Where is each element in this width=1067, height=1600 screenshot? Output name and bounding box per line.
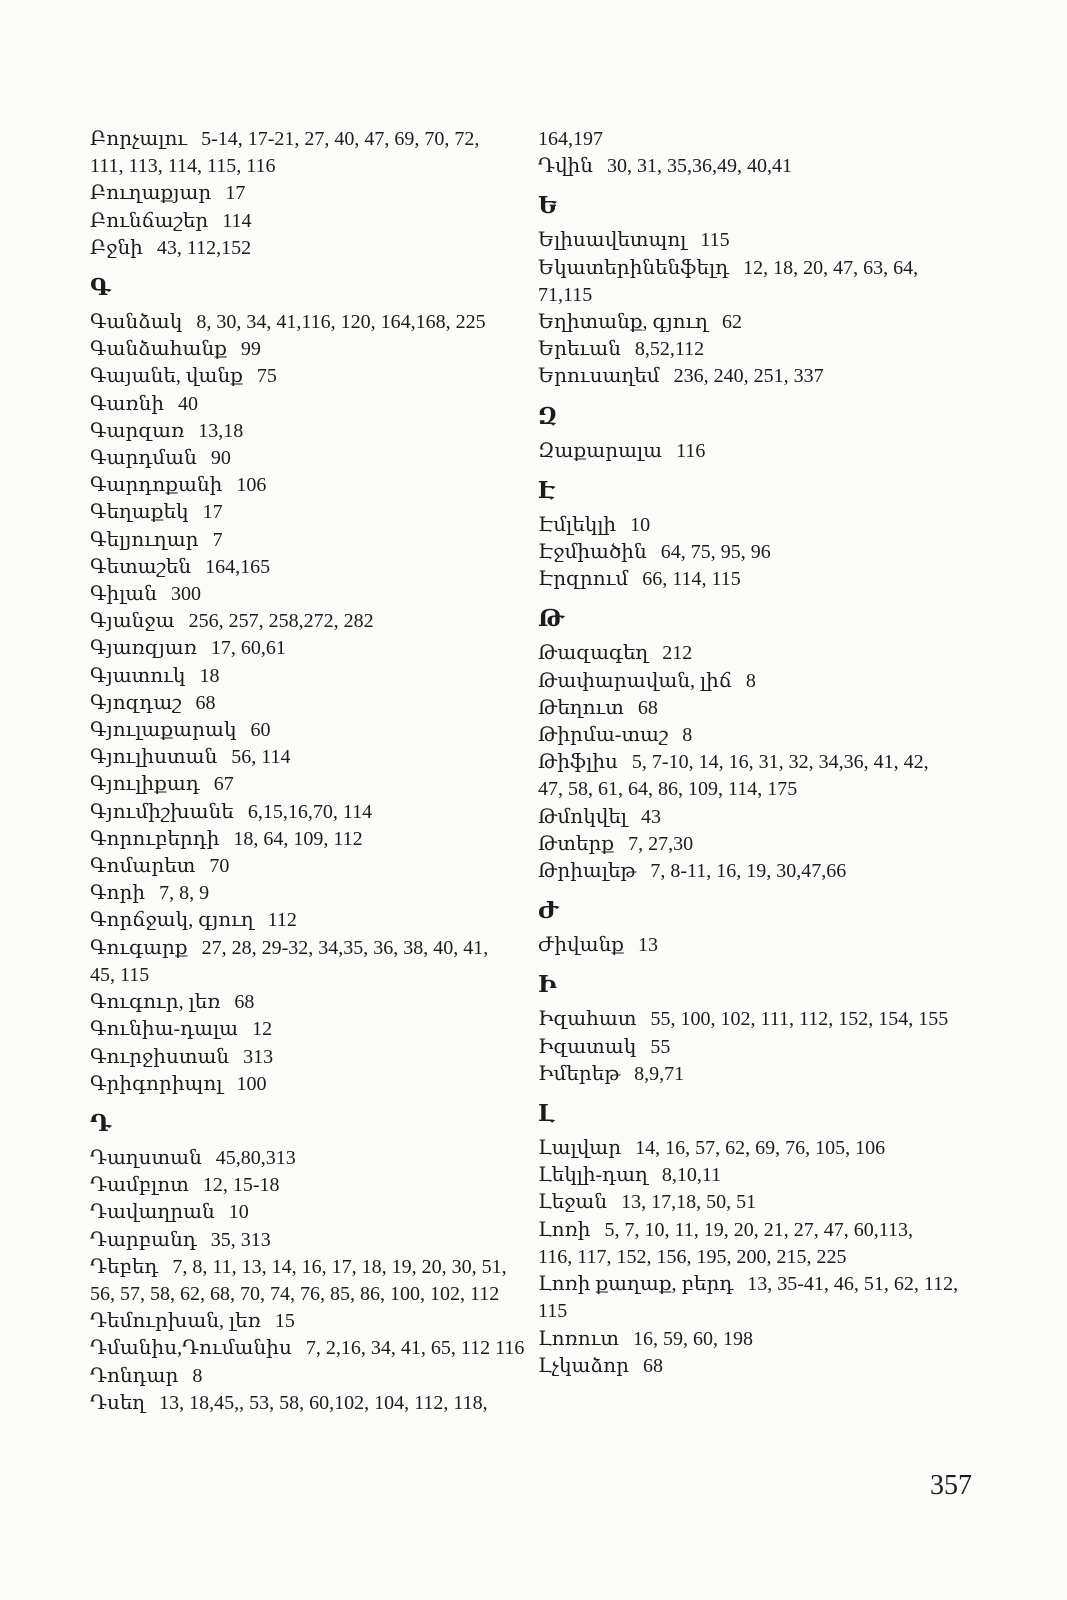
index-pages: 68 (195, 691, 216, 714)
index-entry (90, 1145, 530, 1172)
index-entry (538, 932, 978, 959)
index-term: Ելիսավետպոլ (538, 229, 687, 252)
index-entry (538, 831, 978, 858)
index-entry (90, 1199, 530, 1226)
index-pages: 18, 64, 109, 112 (233, 827, 363, 850)
index-pages: 313 (243, 1045, 274, 1068)
index-term: Թմոկվել (538, 805, 628, 828)
index-term: Զաքարալա (538, 439, 663, 462)
index-entry (538, 749, 978, 803)
index-entry (90, 1335, 530, 1362)
index-entry (90, 418, 530, 445)
index-entry (90, 1308, 530, 1335)
index-entry (90, 363, 530, 390)
index-pages: 30, 31, 35,36,49, 40,41 (606, 155, 792, 178)
index-entry (90, 1227, 530, 1254)
index-pages: 13,18 (198, 419, 244, 442)
index-term: Գյառզյառ (90, 637, 197, 660)
section-letter: Լ (538, 1101, 555, 1127)
index-pages: 13, 35-41, 46, 51, 62, 112, (747, 1273, 959, 1296)
index-pages: 17 (225, 182, 246, 205)
index-term: Գարդման (90, 447, 197, 470)
index-pages: 6,15,16,70, 114 (247, 800, 373, 823)
index-term: Իմերեթ (538, 1062, 621, 1085)
index-term: Գյուլիքադ (90, 773, 200, 796)
index-pages: 7, 8, 11, 13, 14, 16, 17, 18, 19, 20, 30, 51, (172, 1255, 507, 1278)
index-term: Բունճաշեր (90, 209, 209, 232)
index-pages: 12 (252, 1018, 273, 1041)
index-pages: 7, 8-11, 16, 19, 30,47,66 (650, 860, 847, 883)
index-term: Լոռի (538, 1218, 591, 1241)
index-term: Դեբեդ (90, 1255, 159, 1278)
index-pages: 8 (745, 669, 756, 692)
index-term: Դվին (538, 155, 593, 178)
index-pages: 8 (192, 1364, 203, 1387)
index-pages: 68 (234, 991, 255, 1014)
index-pages: 115 (700, 229, 730, 252)
index-pages: 45,80,313 (215, 1146, 296, 1169)
index-pages: 116 (676, 439, 706, 462)
index-pages: 7, 27,30 (628, 832, 694, 855)
index-pages: 114 (222, 209, 252, 232)
index-pages: 236, 240, 251, 337 (673, 365, 824, 388)
index-entry (538, 858, 978, 885)
index-term: Լոռի քաղաք, բերդ (538, 1273, 734, 1296)
index-entry (90, 907, 530, 934)
index-entry (90, 853, 530, 880)
index-pages: 8,9,71 (634, 1062, 685, 1085)
index-pages: 7 (212, 528, 223, 551)
index-pages: 17 (202, 501, 223, 524)
index-pages: 17, 60,61 (210, 637, 286, 660)
index-pages: 14, 16, 57, 62, 69, 76, 105, 106 (635, 1137, 886, 1160)
index-pages: 64, 75, 95, 96 (660, 541, 771, 564)
index-entry (538, 153, 978, 180)
index-term: Գյանջա (90, 610, 175, 633)
index-term: Երուսաղեմ (538, 365, 660, 388)
index-term: Գորի (90, 882, 146, 905)
index-entry (90, 126, 530, 180)
index-pages: 7, 8, 9 (159, 882, 210, 905)
index-pages: 10 (630, 513, 651, 536)
index-pages: 5, 7-10, 14, 16, 31, 32, 34,36, 41, 42, (631, 751, 929, 774)
index-pages: 13, 18,45,, 53, 58, 60,102, 104, 112, 118, (159, 1391, 488, 1414)
index-term: Գյումիշխանե (90, 800, 234, 823)
index-term: Լեջան (538, 1191, 608, 1214)
index-pages: 56, 114 (231, 746, 291, 769)
index-term: Գիլան (90, 583, 157, 606)
index-pages: 13, 17,18, 50, 51 (621, 1191, 757, 1214)
index-entry (538, 539, 978, 566)
index-pages: 68 (637, 696, 658, 719)
section-letter: Ե (538, 193, 557, 219)
index-term: Դոնդար (90, 1364, 179, 1387)
index-entry (538, 804, 978, 831)
index-entry (538, 1217, 978, 1271)
index-entry (90, 336, 530, 363)
index-pages: 40 (178, 392, 199, 415)
index-pages: 55, 100, 102, 111, 112, 152, 154, 155 (650, 1008, 949, 1031)
index-pages: 15 (274, 1310, 295, 1333)
index-term: Գյոզդաշ (90, 691, 182, 714)
index-pages: 12, 15-18 (202, 1174, 280, 1197)
index-entry (90, 1390, 530, 1417)
index-entry (538, 1353, 978, 1380)
index-entry (90, 690, 530, 717)
index-term: Թտերք (538, 832, 615, 855)
index-pages: 5-14, 17-21, 27, 40, 47, 69, 70, 72, (201, 128, 480, 150)
index-term: Դսեղ (90, 1391, 146, 1414)
index-term: Գանձահանք (90, 338, 227, 361)
index-entry (538, 1061, 978, 1088)
index-term: Էջմիածին (538, 541, 647, 564)
index-term: Գուրջիստան (90, 1045, 230, 1068)
index-column-left (90, 126, 530, 1417)
index-entry (90, 235, 530, 262)
index-pages: 70 (209, 855, 230, 878)
index-entry (90, 989, 530, 1016)
index-term: Եկատերինենֆելդ (538, 256, 730, 279)
index-entry (538, 438, 978, 465)
index-pages: 62 (721, 311, 742, 334)
index-entry (538, 1271, 978, 1325)
index-entry (90, 635, 530, 662)
index-entry (538, 363, 978, 390)
section-letter: Է (538, 477, 556, 503)
index-term: Գրիգորիպոլ (90, 1072, 223, 1095)
index-entry (538, 336, 978, 363)
index-term: Գուգուր, լեռ (90, 991, 221, 1014)
index-entry (90, 581, 530, 608)
index-entry-continuation: 164,197 (538, 128, 603, 150)
index-entry (538, 1135, 978, 1162)
index-entry (90, 1363, 530, 1390)
index-pages: 13 (638, 934, 659, 957)
index-entry (90, 472, 530, 499)
index-term: Գայանե, վանք (90, 365, 243, 388)
index-pages: 8,10,11 (661, 1164, 722, 1187)
index-entry (538, 512, 978, 539)
index-term: Գուգարք (90, 936, 188, 959)
index-entry (90, 1254, 530, 1308)
index-pages: 67 (213, 773, 234, 796)
index-entry (538, 695, 978, 722)
index-pages: 164,165 (205, 555, 271, 578)
index-term: Դավաղրան (90, 1201, 215, 1224)
index-pages: 43, 112,152 (156, 236, 252, 259)
index-term: Գառնի (90, 392, 165, 415)
index-entry (538, 722, 978, 749)
index-entry (90, 180, 530, 207)
index-entry (538, 255, 978, 309)
index-entry (538, 309, 978, 336)
index-entry (90, 1172, 530, 1199)
section-letter: Թ (538, 606, 564, 632)
section-letter: Զ (538, 403, 557, 429)
index-term: Գորուբերդի (90, 827, 220, 850)
index-pages-continued: 71,115 (538, 283, 593, 306)
index-pages-continued: 116, 117, 152, 156, 195, 200, 215, 225 (538, 1245, 847, 1268)
index-pages: 75 (256, 365, 277, 388)
index-pages: 256, 257, 258,272, 282 (188, 610, 374, 633)
index-pages: 10 (228, 1201, 249, 1224)
index-pages: 55 (650, 1035, 671, 1058)
index-pages: 60 (250, 719, 271, 742)
index-entry (538, 668, 978, 695)
index-pages: 27, 28, 29-32, 34,35, 36, 38, 40, 41, (201, 936, 489, 959)
index-term: Գորճջակ, գյուղ (90, 909, 254, 932)
index-term: Գարդոքանի (90, 474, 223, 497)
index-entry (538, 1189, 978, 1216)
index-entry (90, 1016, 530, 1043)
index-entry (538, 1326, 978, 1353)
index-pages-continued: 115 (538, 1300, 568, 1323)
index-pages: 12, 18, 20, 47, 63, 64, (743, 256, 919, 279)
index-pages: 18 (199, 664, 220, 687)
index-entry (90, 799, 530, 826)
index-entry (538, 566, 978, 593)
index-term: Գեղաքեկ (90, 501, 189, 524)
index-term: Բուղաքյար (90, 182, 212, 205)
index-entry (90, 826, 530, 853)
index-pages: 5, 7, 10, 11, 19, 20, 21, 27, 47, 60,113, (604, 1218, 913, 1241)
index-term: Թազագեղ (538, 642, 649, 665)
index-term: Գյուլիստան (90, 746, 218, 769)
index-term: Գարզառ (90, 419, 185, 442)
index-term: Իզահատ (538, 1008, 637, 1031)
index-pages: 112 (267, 909, 297, 932)
index-entry (538, 640, 978, 667)
index-pages: 35, 313 (210, 1228, 271, 1251)
index-entry (90, 608, 530, 635)
index-term: Գյուլաքարակ (90, 719, 237, 742)
index-term: Գյատուկ (90, 664, 186, 687)
index-term: Երեւան (538, 338, 621, 361)
index-term: Դեմուրխան, լեռ (90, 1310, 261, 1333)
index-term: Դամբլոտ (90, 1174, 189, 1197)
index-term: Լոռուտ (538, 1327, 620, 1350)
index-entry (90, 499, 530, 526)
index-term: Գանձակ (90, 311, 183, 334)
index-term: Դմանիս,Դումանիս (90, 1337, 292, 1360)
index-entry (90, 935, 530, 989)
index-term: Էմլեկլի (538, 513, 617, 536)
index-pages: 8,52,112 (634, 338, 705, 361)
index-entry (90, 445, 530, 472)
index-term: Գետաշեն (90, 555, 192, 578)
index-pages: 212 (662, 642, 693, 665)
index-term: Ժիվանք (538, 934, 625, 957)
index-term: Եղիտանք, գյուղ (538, 311, 708, 334)
index-entry (538, 1034, 978, 1061)
index-term: Բորչալու (90, 128, 188, 150)
index-pages: 43 (641, 805, 662, 828)
index-pages-continued: 56, 57, 58, 62, 68, 70, 74, 76, 85, 86, 100, 102, 112 (90, 1282, 500, 1305)
index-term: Լեկլի-դաղ (538, 1164, 648, 1187)
index-pages: 66, 114, 115 (642, 568, 741, 591)
index-pages: 100 (236, 1072, 267, 1095)
index-entry (90, 208, 530, 235)
index-term: Գունիա-դալա (90, 1018, 239, 1041)
index-pages: 68 (642, 1354, 663, 1377)
index-pages-continued: 45, 115 (90, 963, 150, 986)
index-column-right (538, 126, 978, 1380)
index-pages: 16, 59, 60, 198 (633, 1327, 754, 1350)
index-term: Էրզրում (538, 568, 629, 591)
index-entry (90, 771, 530, 798)
index-pages: 8 (682, 724, 693, 747)
index-entry (90, 554, 530, 581)
index-term: Դարբանդ (90, 1228, 197, 1251)
index-entry (90, 663, 530, 690)
index-pages: 300 (171, 583, 201, 606)
index-term: Թիֆլիս (538, 751, 618, 774)
section-letter: Դ (90, 1110, 111, 1136)
index-entry (538, 1006, 978, 1033)
index-entry (90, 1071, 530, 1098)
index-pages: 7, 2,16, 34, 41, 65, 112 116 (305, 1337, 525, 1360)
index-term: Իզատակ (538, 1035, 637, 1058)
index-entry (90, 717, 530, 744)
index-term: Թիրմա-տաշ (538, 724, 669, 747)
index-entry (90, 527, 530, 554)
index-entry (90, 309, 530, 336)
index-term: Գելյուղար (90, 528, 199, 551)
index-entry (538, 1162, 978, 1189)
page-number: 357 (930, 1470, 972, 1501)
section-letter: Ժ (538, 898, 559, 924)
index-term: Դաղստան (90, 1146, 202, 1169)
index-term: Լալվար (538, 1137, 622, 1160)
index-term: Թափարավան, լիճ (538, 669, 732, 692)
index-entry (90, 880, 530, 907)
index-pages-continued: 47, 58, 61, 64, 86, 109, 114, 175 (538, 778, 798, 801)
index-entry (90, 744, 530, 771)
index-pages: 90 (210, 447, 231, 470)
index-term: Բջնի (90, 236, 143, 259)
section-letter: Ի (538, 972, 557, 998)
index-pages: 8, 30, 34, 41,116, 120, 164,168, 225 (196, 311, 486, 334)
index-entry (90, 1044, 530, 1071)
index-term: Թրիալեթ (538, 860, 637, 883)
index-entry (538, 227, 978, 254)
index-pages: 106 (236, 474, 267, 497)
index-entry (90, 391, 530, 418)
index-term: Գոմարետ (90, 855, 196, 878)
index-term: Թեղուտ (538, 696, 624, 719)
section-letter: Գ (90, 275, 111, 301)
index-term: Լչկաձոր (538, 1354, 629, 1377)
index-pages-continued: 111, 113, 114, 115, 116 (90, 155, 276, 178)
index-pages: 99 (240, 338, 261, 361)
